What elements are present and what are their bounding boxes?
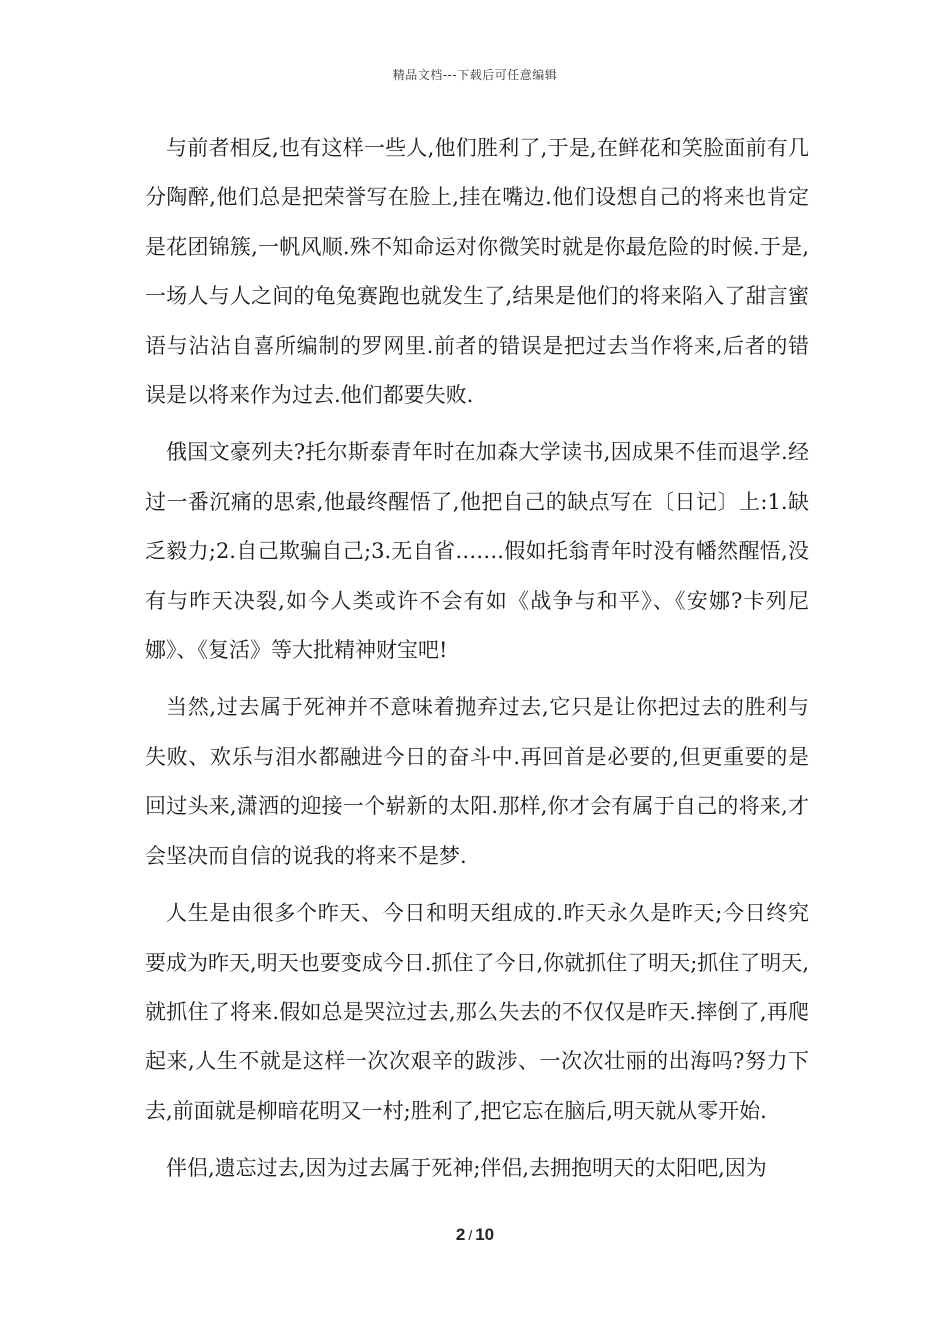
paragraph-2: 俄国文豪列夫?托尔斯泰青年时在加森大学读书,因成果不佳而退学.经过一番沉痛的思索,他最终醒悟了,他把自己的缺点写在〔日记〕上:1.缺乏毅力;2.自己欺骗自己;3.无自省…….假如托翁青年时没有幡然醒悟,没有与昨天决裂,如今人类或许不会有如《战争与和平》、《安娜?卡列尼娜》、《复活》等大批精神财宝吧! <box>145 440 809 663</box>
page-header: 精品文档---下载后可任意编辑 <box>392 68 558 82</box>
total-page-count: 10 <box>475 1225 495 1244</box>
document-body <box>145 124 809 1202</box>
page-separator: / <box>468 1227 473 1243</box>
paragraph-5: 伴侣,遗忘过去,因为过去属于死神;伴侣,去拥抱明天的太阳吧,因为 <box>166 1156 767 1181</box>
page-number <box>0 1225 950 1245</box>
paragraph-3: 当然,过去属于死神并不意味着抛弃过去,它只是让你把过去的胜利与失败、欢乐与泪水都融进今日的奋斗中.再回首是必要的,但更重要的是回过头来,潇洒的迎接一个崭新的太阳.那样,你才会有属于自己的将来,才会坚决而自信的说我的将来不是梦. <box>145 695 809 868</box>
paragraph-4: 人生是由很多个昨天、今日和明天组成的.昨天永久是昨天;今日终究要成为昨天,明天也要变成今日.抓住了今日,你就抓住了明天;抓住了明天,就抓住了将来.假如总是哭泣过去,那么失去的不仅仅是昨天.摔倒了,再爬起来,人生不就是这样一次次艰辛的跋涉、一次次壮丽的出海吗?努力下去,前面就是柳暗花明又一村;胜利了,把它忘在脑后,明天就从零开始. <box>145 901 809 1123</box>
paragraph-1: 与前者相反,也有这样一些人,他们胜利了,于是,在鲜花和笑脸面前有几分陶醉,他们总是把荣誉写在脸上,挂在嘴边.他们设想自己的将来也肯定是花团锦簇,一帆风顺.殊不知命运对你微笑时就是你最危险的时候.于是,一场人与人之间的龟兔赛跑也就发生了,结果是他们的将来陷入了甜言蜜语与沾沾自喜所编制的罗网里.前者的错误是把过去当作将来,后者的错误是以将来作为过去.他们都要失败. <box>145 136 809 408</box>
current-page-number: 2 <box>455 1225 466 1244</box>
